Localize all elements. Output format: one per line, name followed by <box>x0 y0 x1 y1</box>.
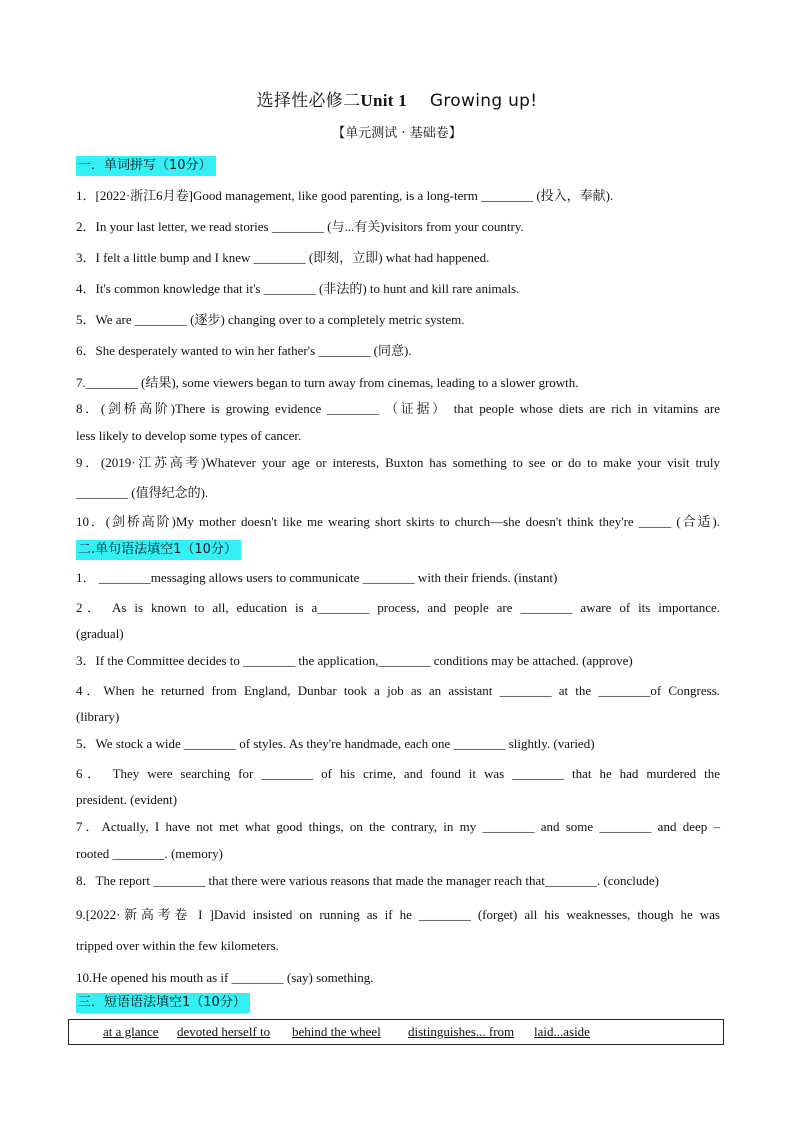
question-1-10: 10．(剑桥高阶)My mother doesn't like me wearing short skirts to church—she doesn't think they're _____ (合适). <box>76 514 720 529</box>
question-2-7: 7．Actually, I have not met what good things, on the contrary, in my ________ and some ________ and deep – <box>76 819 720 834</box>
question-2-2-cont: (gradual) <box>76 626 124 641</box>
question-1-1: 1．[2022·浙江6月卷]Good management, like good parenting, is a long-term ________ (投入，奉献). <box>76 188 614 203</box>
phrase-5: laid...aside <box>534 1024 590 1039</box>
question-2-10: 10.He opened his mouth as if ________ (say) something. <box>76 970 374 985</box>
section2-heading: 二.单句语法填空1（10分） <box>76 540 241 560</box>
phrase-bank <box>68 1019 724 1045</box>
title-cn: 选择性必修二 <box>256 91 361 111</box>
section1-heading: 一．单词拼写（10分） <box>76 156 216 176</box>
phrase-2: devoted herself to <box>177 1024 271 1039</box>
question-2-3: 3．If the Committee decides to ________ the application,________ conditions may be attached. (approve) <box>76 653 633 668</box>
question-1-9: 9．(2019·江苏高考)Whatever your age or interests, Buxton has something to see or do to make your visit truly <box>76 455 720 470</box>
question-2-7-cont: rooted ________. (memory) <box>76 846 223 861</box>
question-2-9-cont: tripped over within the few kilometers. <box>76 938 279 953</box>
question-2-4: 4．When he returned from England, Dunbar took a job as an assistant ________ at the ________of Congress. <box>76 683 720 698</box>
question-2-4-cont: (library) <box>76 709 120 724</box>
question-1-5: 5．We are ________ (逐步) changing over to a completely metric system. <box>76 312 465 327</box>
question-2-2: 2． As is known to all, education is a________ process, and people are ________ aware of its importance. <box>76 600 720 615</box>
page-subtitle: 【单元测试 · 基础卷】 <box>332 126 462 141</box>
question-1-3: 3．I felt a little bump and I knew ________ (即刻，立即) what had happened. <box>76 250 490 265</box>
question-2-1: 1． ________messaging allows users to communicate ________ with their friends. (instant) <box>76 570 558 585</box>
question-2-9: 9.[2022·新高考卷 I ]David insisted on running as if he ________ (forget) all his weaknesses, though he was <box>76 907 720 922</box>
question-1-7: 7.________ (结果), some viewers began to turn away from cinemas, leading to a slower growth. <box>76 375 579 390</box>
question-2-8: 8．The report ________ that there were various reasons that made the manager reach that________. (conclude) <box>76 873 659 888</box>
question-1-8-cont: less likely to develop some types of cancer. <box>76 428 302 443</box>
page-title <box>0 86 794 111</box>
phrase-3: behind the wheel <box>292 1024 381 1039</box>
question-1-9-cont: ________ (值得纪念的). <box>76 485 209 500</box>
question-1-4: 4．It's common knowledge that it's ________ (非法的) to hunt and kill rare animals. <box>76 281 520 296</box>
phrase-1: at a glance <box>103 1024 159 1039</box>
phrase-4: distinguishes... from <box>408 1024 515 1039</box>
question-2-5: 5．We stock a wide ________ of styles. As they're handmade, each one ________ slightly. (varied) <box>76 736 595 751</box>
question-2-6-cont: president. (evident) <box>76 792 178 807</box>
section3-heading: 三．短语语法填空1（10分） <box>76 993 250 1013</box>
question-1-6: 6．She desperately wanted to win her father's ________ (同意). <box>76 343 412 358</box>
question-1-2: 2．In your last letter, we read stories ________ (与...有关)visitors from your country. <box>76 219 524 234</box>
question-2-6: 6． They were searching for ________ of his crime, and found it was ________ that he had murdered the <box>76 766 720 781</box>
question-1-8: 8．(剑桥高阶)There is growing evidence ________ （证据） that people whose diets are rich in vitamins are <box>76 401 720 416</box>
title-rest: Growing up! <box>429 91 538 111</box>
title-unit: Unit 1 <box>360 91 408 110</box>
